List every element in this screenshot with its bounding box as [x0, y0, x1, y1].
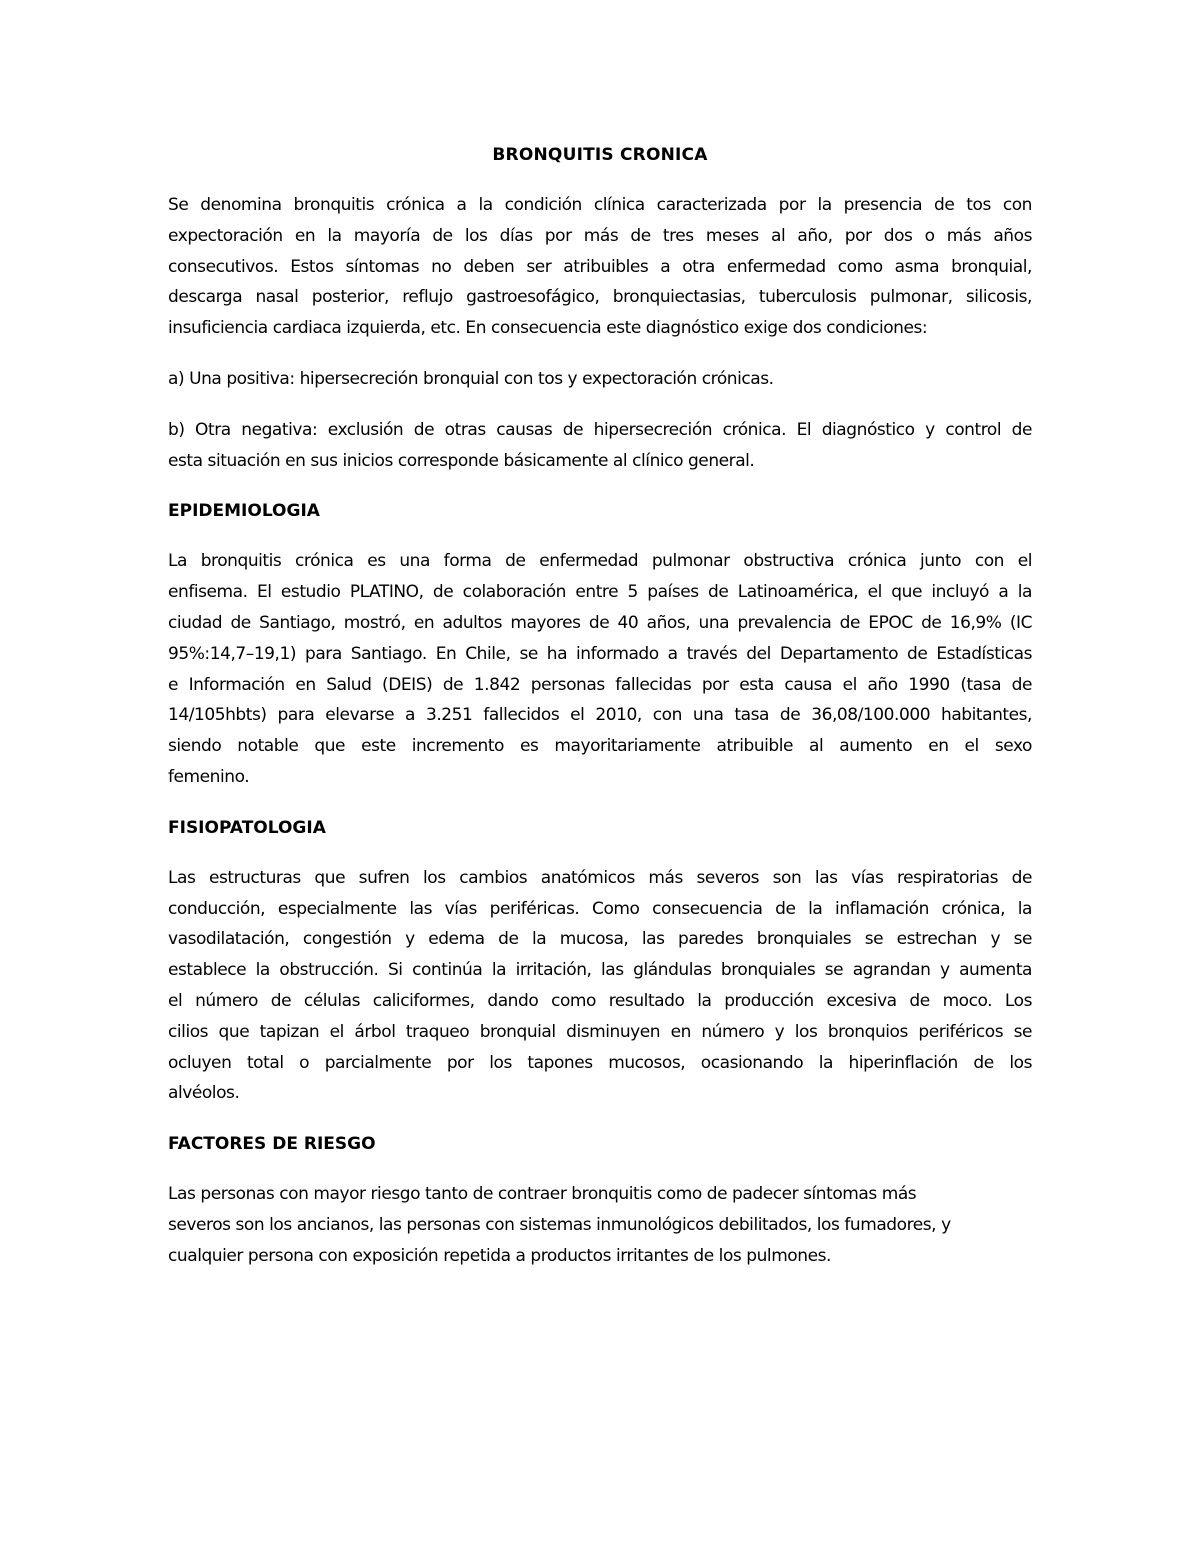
paragraph-line: La bronquitis crónica es una forma de enfermedad pulmonar obstructiva crónica junto con el: [168, 551, 1032, 572]
condition-b-paragraph: [168, 415, 1032, 477]
paragraph-line: conducción, especialmente las vías periféricas. Como consecuencia de la inflamación crónica, la: [168, 898, 1032, 919]
paragraph-line: b) Otra negativa: exclusión de otras causas de hipersecreción crónica. El diagnóstico y control de: [168, 419, 1032, 440]
paragraph-line: severos son los ancianos, las personas con sistemas inmunológicos debilitados, los fumadores, y: [168, 1214, 951, 1235]
paragraph-line: el número de células caliciformes, dando como resultado la producción excesiva de moco. Los: [168, 990, 1032, 1011]
section-heading-factores-de-riesgo: FACTORES DE RIESGO: [168, 1134, 376, 1155]
paragraph-line: femenino.: [168, 766, 250, 787]
paragraph-line: ciudad de Santiago, mostró, en adultos mayores de 40 años, una prevalencia de EPOC de 16,9% (IC: [168, 612, 1032, 633]
section-heading-fisiopatologia: FISIOPATOLOGIA: [168, 817, 326, 838]
document-page: [168, 140, 1032, 1272]
paragraph-line: Las personas con mayor riesgo tanto de contraer bronquitis como de padecer síntomas más: [168, 1184, 917, 1205]
paragraph-line: 14/105hbts) para elevarse a 3.251 fallecidos el 2010, con una tasa de 36,08/100.000 habitantes,: [168, 705, 1032, 726]
paragraph-line: insuficiencia cardiaca izquierda, etc. En consecuencia este diagnóstico exige dos condiciones:: [168, 318, 928, 339]
paragraph-line: cilios que tapizan el árbol traqueo bronquial disminuyen en número y los bronquios periféricos se: [168, 1021, 1032, 1042]
paragraph-line: e Información en Salud (DEIS) de 1.842 personas fallecidas por esta causa el año 1990 (tasa de: [168, 674, 1032, 695]
paragraph-line: establece la obstrucción. Si continúa la irritación, las glándulas bronquiales se agrandan y aumenta: [168, 960, 1032, 981]
paragraph-line: ocluyen total o parcialmente por los tapones mucosos, ocasionando la hiperinflación de los: [168, 1052, 1032, 1073]
paragraph-line: Las estructuras que sufren los cambios anatómicos más severos son las vías respiratorias de: [168, 867, 1032, 888]
paragraph-line: descarga nasal posterior, reflujo gastroesofágico, bronquiectasias, tuberculosis pulmonar, silicosis,: [168, 287, 1032, 308]
paragraph-line: cualquier persona con exposición repetida a productos irritantes de los pulmones.: [168, 1245, 831, 1266]
paragraph-line: vasodilatación, congestión y edema de la mucosa, las paredes bronquiales se estrechan y se: [168, 929, 1032, 950]
paragraph-line: consecutivos. Estos síntomas no deben ser atribuibles a otra enfermedad como asma bronquial,: [168, 256, 1032, 277]
intro-paragraph: [168, 190, 1032, 344]
section-heading-epidemiologia: EPIDEMIOLOGIA: [168, 501, 320, 522]
factores-paragraph: [168, 1179, 1032, 1271]
paragraph-line: siendo notable que este incremento es mayoritariamente atribuible al aumento en el sexo: [168, 736, 1032, 757]
paragraph-line: Se denomina bronquitis crónica a la condición clínica caracterizada por la presencia de tos con: [168, 195, 1032, 215]
paragraph-line: a) Una positiva: hipersecreción bronquial con tos y expectoración crónicas.: [168, 368, 774, 389]
epidemiologia-paragraph: [168, 546, 1032, 792]
document-title: BRONQUITIS CRONICA: [492, 145, 708, 165]
fisiopatologia-paragraph: [168, 863, 1032, 1109]
paragraph-line: 95%:14,7–19,1) para Santiago. En Chile, se ha informado a través del Departamento de Estadísticas: [168, 643, 1032, 664]
condition-a-paragraph: [168, 364, 1032, 395]
paragraph-line: expectoración en la mayoría de los días por más de tres meses al año, por dos o más años: [168, 225, 1032, 246]
paragraph-line: enfisema. El estudio PLATINO, de colaboración entre 5 países de Latinoamérica, el que incluyó a la: [168, 582, 1032, 603]
paragraph-line: alvéolos.: [168, 1083, 240, 1104]
paragraph-line: esta situación en sus inicios corresponde básicamente al clínico general.: [168, 450, 755, 471]
